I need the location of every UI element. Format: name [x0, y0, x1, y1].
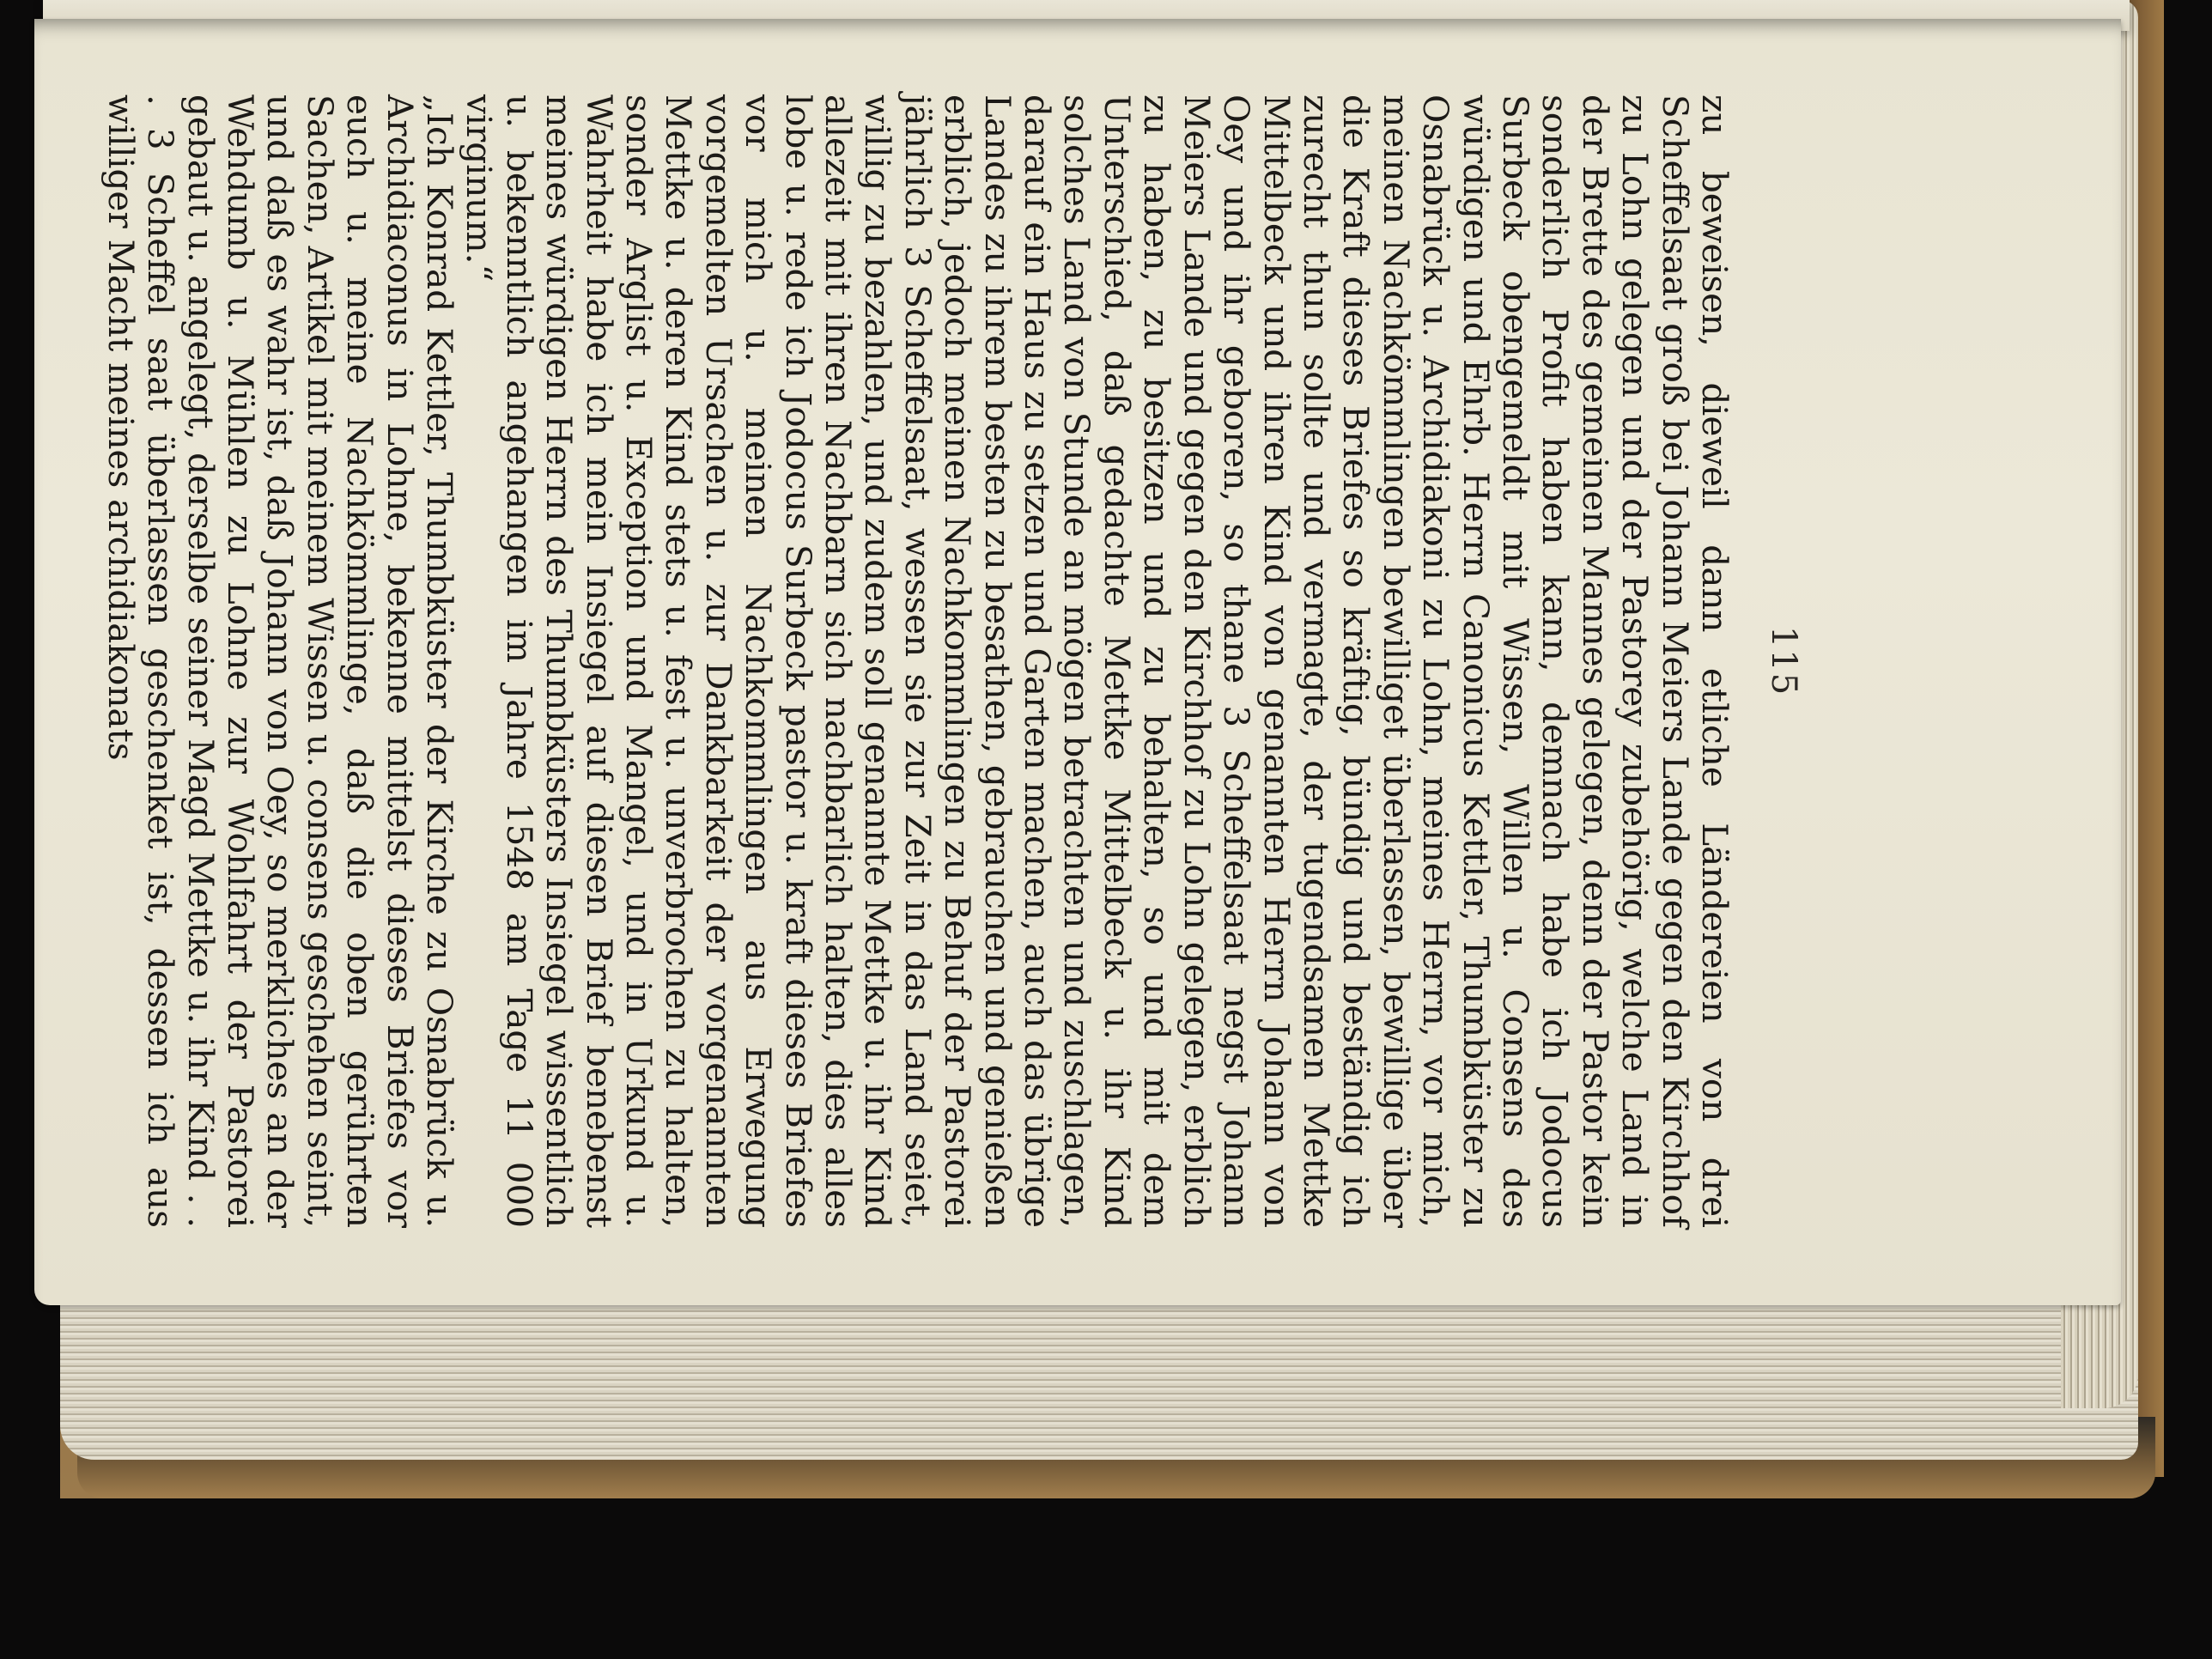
- paragraph-1: zu beweisen, dieweil dann etliche Ländereien von drei Scheffelsaat groß bei Johann Meiers Lande gegen den Kirchhof zu Lohn gelegen und der Pastorey zubehörig, welche Land in der Brette des gemeinen Mannes gelegen, denn der Pastor kein sonderlich Profit haben kann, demnach habe ich Jodocus Surbeck obengemeldt mit Wissen, Willen u. Consens des würdigen und Ehrb. Herrn Canonicus Kettler, Thumbküster zu Osnabrück u. Archidiakoni zu Lohn, meines Herrn, vor mich, meinen Nachkömmlingen bewilliget überlassen, bewillige über die Kraft dieses Briefes so kräftig, bündig und beständig ich zurecht thun sollte und vermagte, der tugendsamen Mettke Mittelbeck und ihren Kind von genannten Herrn Johann von Oey und ihr geboren, so thane 3 Scheffelsaat negst Johann Meiers Lande und gegen den Kirchhof zu Lohn gelegen, erblich zu haben, zu besitzen und zu behalten, so und mit dem Unterschied, daß gedachte Mettke Mittelbeck u. ihr Kind solches Land von Stunde an mögen betrachten und zuschlagen, darauf ein Haus zu setzen und Garten machen, auch das übrige Landes zu ihrem besten zu besathen, gebrauchen und genießen erblich, jedoch meinen Nachkommlingen zu Behuf der Pastorei jährlich 3 Scheffelsaat, wessen sie zur Zeit in das Land seiet, willig zu bezahlen, und zudem soll genannte Mettke u. ihr Kind allezeit mit ihren Nachbarn sich nachbarlich halten, dies alles lobe u. rede ich Jodocus Surbeck pastor u. kraft dieses Briefes vor mich u. meinen Nachkommlingen aus Erwegung vorgemelten Ursachen u. zur Dankbarkeit der vorgenannten Mettke u. deren Kind stets u. fest u. unverbrochen zu halten, sonder Arglist u. Exception und Mangel, und in Urkund u. Wahrheit habe ich mein Insiegel auf diesen Brief benebenst meines würdigen Herrn des Thumbküsters Insiegel wissentlich u. bekenntlich angehangen im Jahre 1548 am Tage 11 000 virginum.“: [459, 94, 1735, 1228]
- page-text-block: [100, 94, 1803, 1228]
- page-stack-bottom: [60, 1301, 2138, 1460]
- page-number: 115: [1764, 625, 1803, 697]
- paragraph-2: „Ich Konrad Kettler, Thumbküster der Kirche zu Osnabrück u. Archidiaconus in Lohne, bekenne mittelst dieses Briefes vor euch u. meine Nachkömmlinge, daß die oben gerührten Sachen, Artikel mit meinem Wissen u. consens geschehen seint, und daß es wahr ist, daß Johann von Oey, so merkliches an der Wehdumb u. Mühlen zu Lohne zur Wohlfahrt der Pastorei gebaut u. angelegt, derselbe seiner Magd Mettke u. ihr Kind . . . 3 Scheffel saat überlassen geschenket ist, dessen ich aus williger Macht meines archidiakonats: [100, 94, 460, 1228]
